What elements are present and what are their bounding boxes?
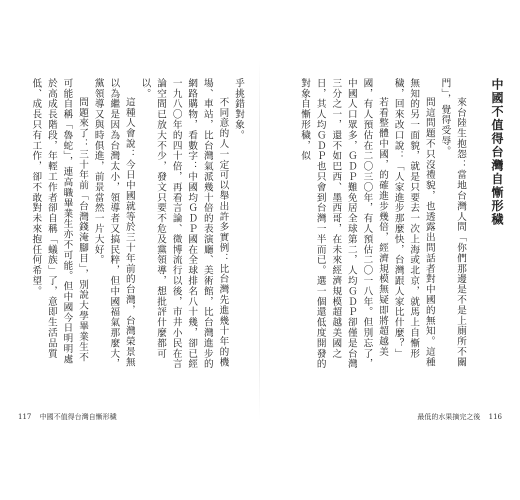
- right-page-footer: [411, 412, 502, 422]
- running-title: 中國不值得台灣自慚形穢: [39, 413, 117, 421]
- left-page-body: [14, 78, 246, 370]
- left-page-footer: [18, 412, 123, 422]
- page-number: 117: [18, 413, 32, 421]
- paragraph: 問題來了：三十年前「台灣錢淹腳目」，別說大學畢業生不可能自稱「魯蛇」，連高職畢業生亦不可能。但中國今日明明處於高成長階段，年輕工作者卻自稱「蟻族」了，意即生活品質低、成長只有工作，卻不敢對未來抱任何希望。: [30, 78, 89, 365]
- paragraph: 若看整體中國，的確進步幾倍，經濟規模無疑即將超越美國，有人預估在二〇三〇年，有人預估二〇一八年。但別忘了，中國人口眾多，ＧＤＰ難免居全球第二，人均ＧＤＰ卻僅是台灣三分之一，還不如巴西、墨西哥，在未來經濟規模超越美國之日，其人均ＧＤＰ也只會到台灣一半而已。選一個還低度開發的對象自慚形穢，似: [299, 78, 389, 370]
- page-number: 116: [488, 413, 502, 421]
- right-page: [260, 0, 520, 500]
- section-heading: 中國不值得台灣自慚形穢: [490, 78, 504, 227]
- right-page-body: [276, 78, 506, 370]
- paragraph: 乎挑錯對象。: [233, 78, 244, 141]
- paragraph: 這種人會說：今日中國就等於三十年前的台灣，台灣榮景無以為繼是因為台灣太小，領導者又搞民粹，但中國福氣那麼大，黨領導又與時俱進，前景當然一片大好。: [92, 78, 135, 370]
- paragraph: 來台陸生抱怨：當地台灣人問「你們那邊是不是上廁所不關門」，覺得受辱。: [439, 78, 466, 368]
- running-title: 最低的水果摘完之後: [417, 413, 481, 421]
- paragraph: 問這問題不只沒禮貌，也透露出問話者對中國的無知。這種無知的另一面貌，就是只要去一次上海或北京，就馬上自慚形穢，回來改口說：「人家進步那麼快，台灣跟人家比什麼？」: [392, 78, 435, 368]
- paragraph: 不同意的人一定可以舉出許多實例：比台灣先進幾十年的機場、車站，比台灣氣派幾十倍的表演廳、美術館，比台灣進步的網路購物，看數字：中國均ＧＤＰ國在全球排名八十幾，卻已經一九八〇年的四十倍，再看言論、微博流行以後，市井小民在言論空間已放大不少，發文只要不危及黨領導，想批評什麼都可以。: [139, 78, 229, 370]
